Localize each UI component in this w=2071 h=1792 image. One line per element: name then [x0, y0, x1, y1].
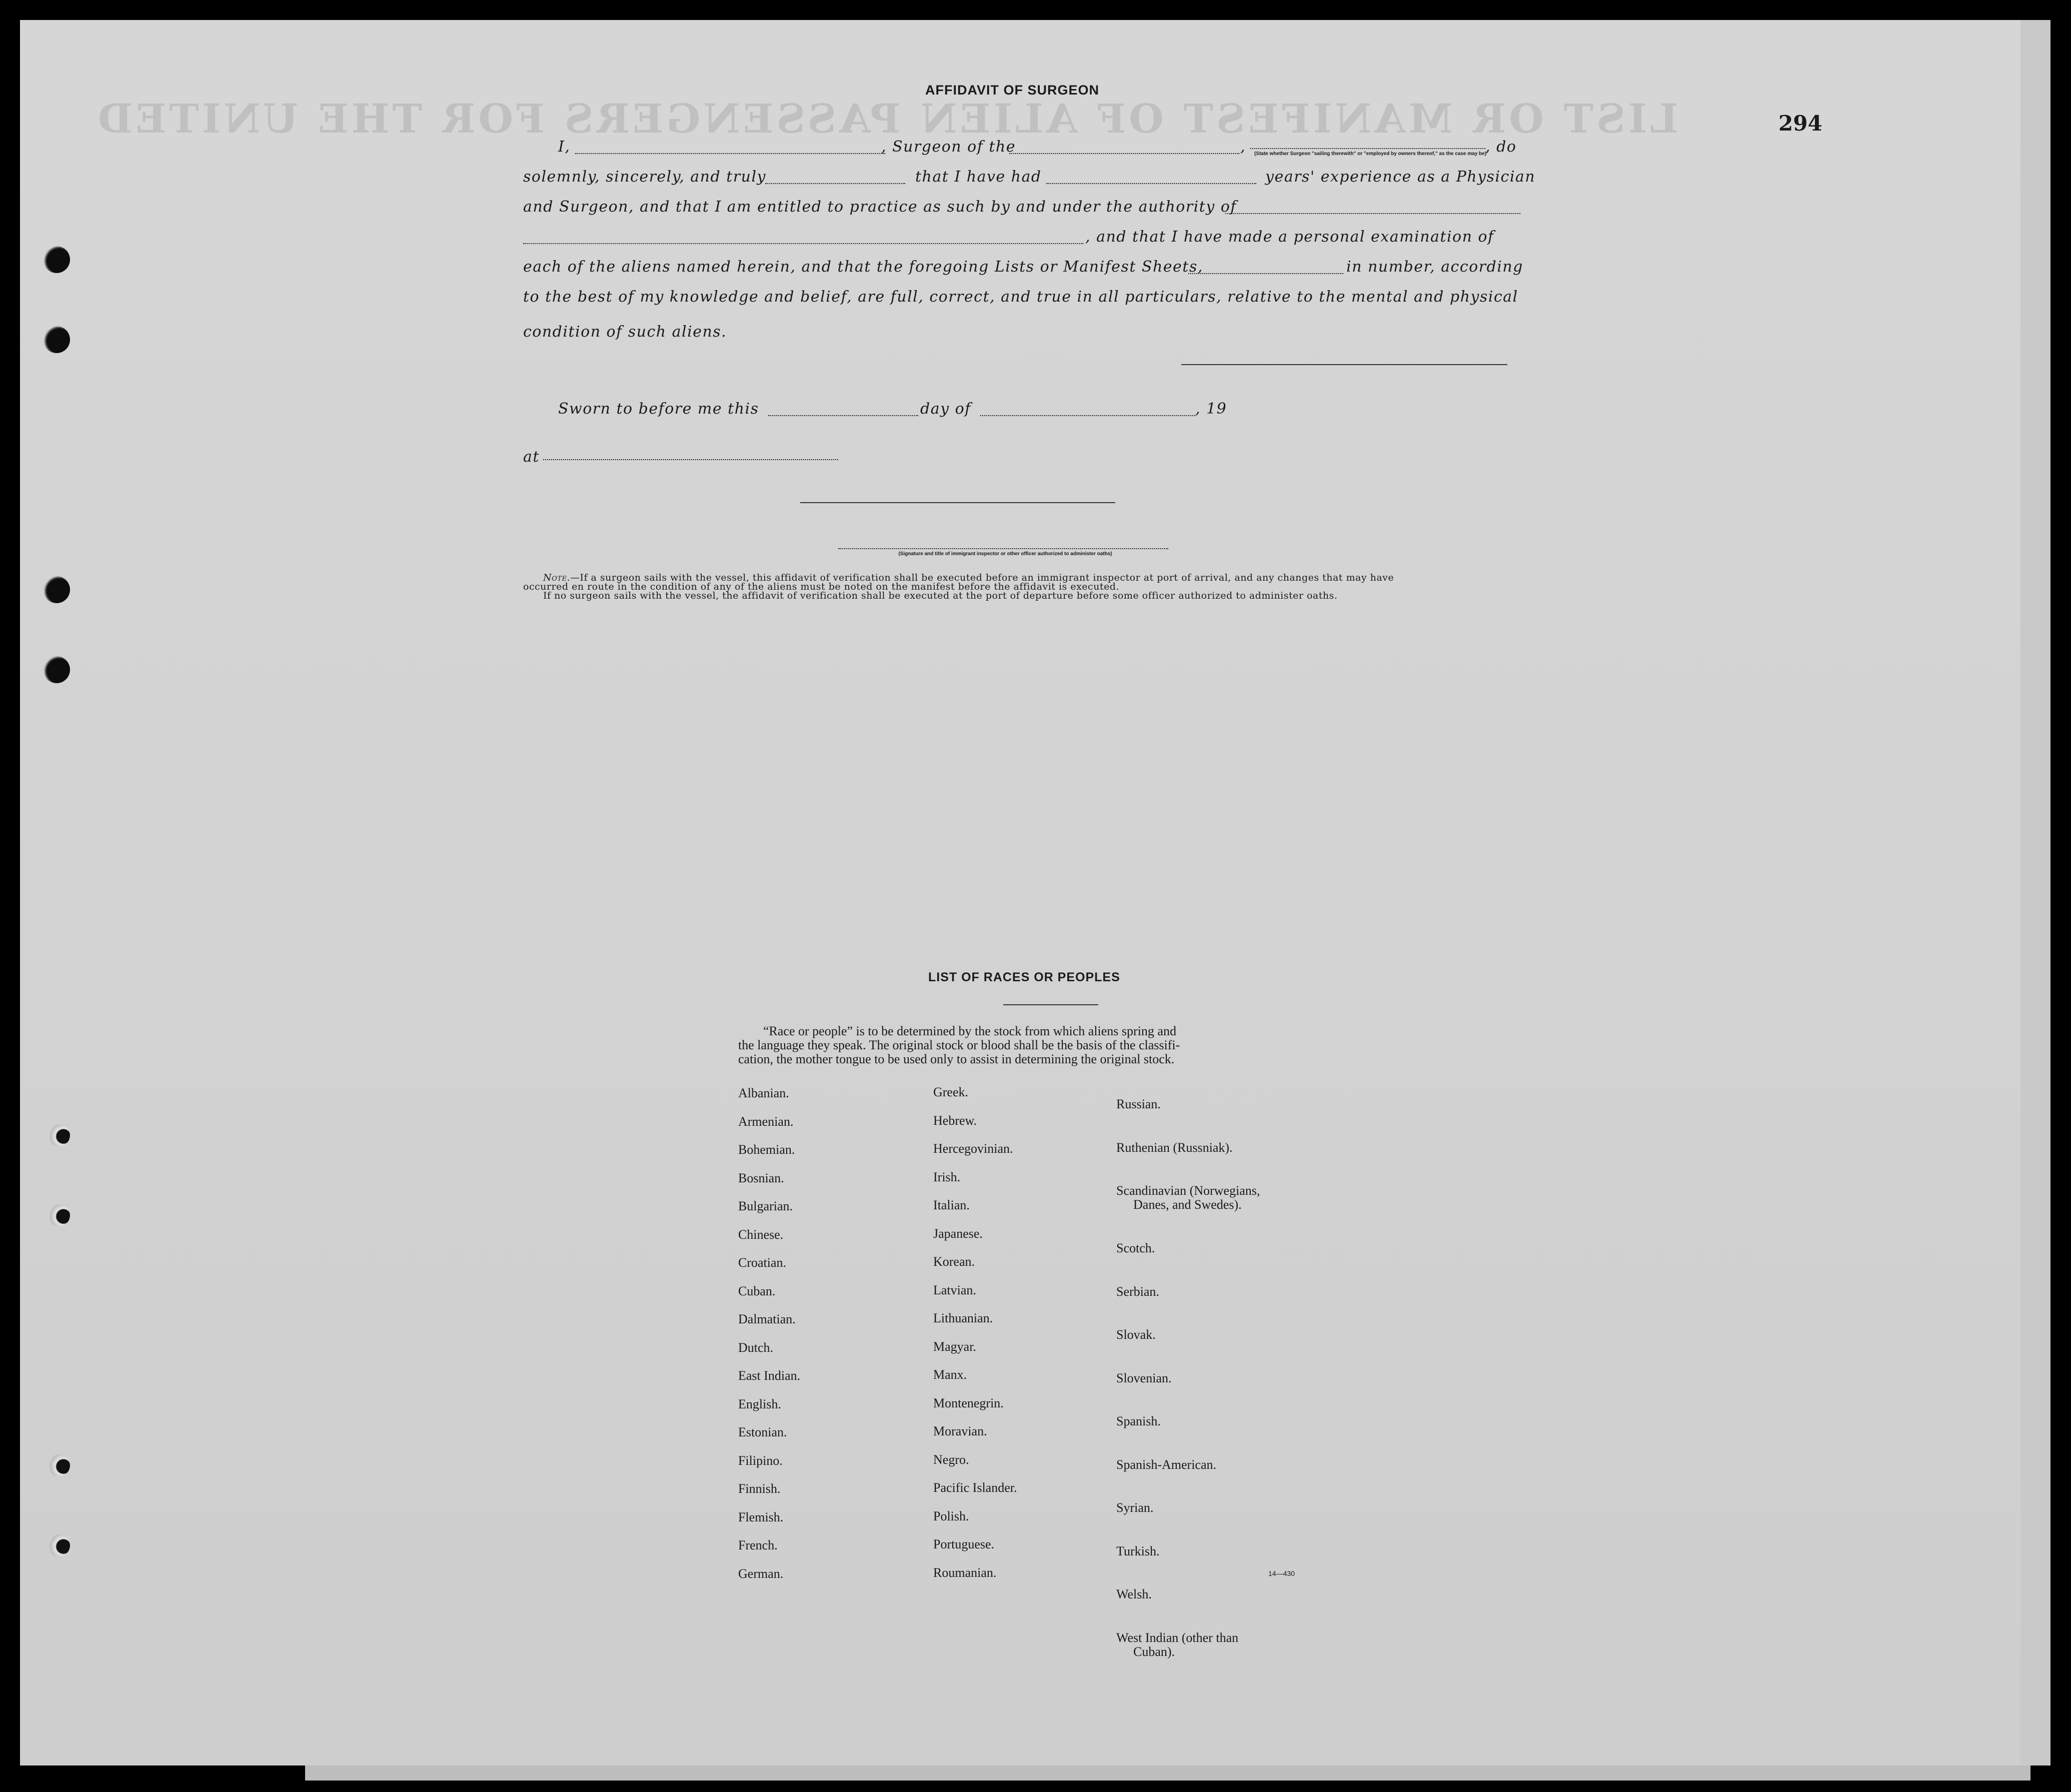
race-entry: German.: [738, 1566, 784, 1581]
race-entry: Finnish.: [738, 1481, 781, 1496]
race-entry: Roumanian.: [933, 1565, 997, 1580]
blank-sworn-day[interactable]: [768, 415, 918, 416]
races-column-2: [933, 1085, 1017, 1594]
race-entry: Bulgarian.: [738, 1199, 793, 1213]
affidavit-title: AFFIDAVIT OF SURGEON: [925, 83, 1099, 98]
race-entry: Welsh.: [1116, 1587, 1152, 1601]
race-entry: Filipino.: [738, 1453, 783, 1468]
races-intro-line-3: cation, the mother tongue to be used only to assist in determining the original stock.: [738, 1052, 1175, 1066]
punch-hole: [48, 1124, 70, 1146]
race-entry: Estonian.: [738, 1425, 787, 1439]
race-entry: Russian.: [1116, 1097, 1161, 1111]
sworn-at-label: at: [523, 448, 540, 466]
punch-hole: [43, 326, 70, 353]
race-entry-line: Scandinavian (Norwegians,: [1116, 1183, 1260, 1198]
inspector-signature-line[interactable]: [800, 502, 1115, 503]
affidavit-line-1-i: I,: [558, 138, 571, 156]
race-entry: Scotch.: [1116, 1241, 1155, 1255]
note-line-2: occurred en route in the condition of any of the aliens must be noted on the manifest before the affidavit is executed.: [523, 581, 1120, 592]
punch-hole: [43, 576, 70, 603]
race-entry: Hercegovinian.: [933, 1141, 1013, 1156]
race-entry: Cuban.: [738, 1283, 776, 1298]
race-entry: Spanish-American.: [1116, 1457, 1217, 1472]
note-line-3: If no surgeon sails with the vessel, the affidavit of verification shall be executed at the port of departure before some officer authorized to administer oaths.: [543, 590, 1338, 601]
punch-hole: [48, 1534, 70, 1556]
blank-surgeon-name[interactable]: [575, 153, 885, 154]
surgeon-status-note: (State whether Surgeon "sailing therewith" or "employed by owners thereof," as the case may be): [1254, 151, 1487, 157]
inspector-title-line[interactable]: [838, 548, 1168, 549]
affidavit-line-5b: in number, according: [1346, 258, 1523, 276]
race-entry: Greek.: [933, 1085, 969, 1099]
note-line-1: —If a surgeon sails with the vessel, this affidavit of verification shall be executed before an immigrant inspector at port of arrival, and any changes that may have: [570, 572, 1394, 583]
affidavit-note: [523, 573, 1543, 600]
race-entry: Moravian.: [933, 1424, 987, 1438]
race-entry: Lithuanian.: [933, 1311, 993, 1325]
punch-hole: [43, 656, 70, 683]
races-column-3: [1116, 1082, 1260, 1688]
race-entry: Ruthenian (Russniak).: [1116, 1140, 1233, 1155]
blank-years-experience[interactable]: [1046, 183, 1256, 184]
race-entry-line: Danes, and Swedes).: [1133, 1197, 1242, 1212]
affidavit-line-5a: each of the aliens named herein, and that the foregoing Lists or Manifest Sheets,: [523, 258, 1203, 276]
race-entry: Bosnian.: [738, 1170, 784, 1185]
blank-vessel-name[interactable]: [1009, 153, 1239, 154]
affidavit-line-6: to the best of my knowledge and belief, are full, correct, and true in all particulars, relative to the mental and physical: [523, 288, 1518, 306]
manifest-page: [20, 20, 2020, 1765]
affidavit-line-1-comma: ,: [1240, 138, 1246, 156]
affidavit-line-3: and Surgeon, and that I am entitled to practice as such by and under the authority of: [523, 198, 1237, 216]
race-entry: Italian.: [933, 1198, 970, 1212]
race-entry-line: West Indian (other than: [1116, 1630, 1239, 1645]
race-entry: Albanian.: [738, 1086, 789, 1100]
page-edge-fold: [2020, 20, 2050, 1765]
race-entry: Hebrew.: [933, 1113, 977, 1128]
blank-authority[interactable]: [1225, 213, 1520, 214]
page-number: 294: [1778, 111, 1822, 136]
race-entry: Serbian.: [1116, 1284, 1159, 1299]
races-intro-line-2: the language they speak. The original stock or blood shall be the basis of the classifi-: [738, 1038, 1180, 1052]
punch-hole: [48, 1454, 70, 1476]
race-entry: Bohemian.: [738, 1142, 795, 1157]
affidavit-line-4: , and that I have made a personal examination of: [1085, 228, 1494, 246]
punch-hole: [43, 246, 70, 273]
race-entry: Latvian.: [933, 1282, 976, 1297]
surgeon-signature-line[interactable]: [1181, 364, 1507, 365]
affidavit-line-2a: solemnly, sincerely, and truly: [523, 168, 767, 186]
punch-hole: [48, 1204, 70, 1226]
signature-caption: (Signature and title of immigrant inspector or other officer authorized to administer oaths): [898, 551, 1112, 557]
affidavit-line-1-do: , do: [1485, 138, 1517, 156]
blank-affirmation[interactable]: [765, 183, 905, 184]
race-entry: East Indian.: [738, 1368, 801, 1383]
race-entry: Croatian.: [738, 1255, 787, 1270]
sworn-text-c: , 19: [1195, 400, 1227, 418]
race-entry: English.: [738, 1396, 781, 1411]
affidavit-line-1-surgeon: , Surgeon of the: [881, 138, 1016, 156]
races-column-1: [738, 1086, 800, 1595]
bleed-through-heading: LIST OR MANIFEST OF ALIEN PASSENGERS FOR THE UNITED: [95, 95, 1678, 142]
race-entry: Irish.: [933, 1169, 961, 1184]
blank-sworn-month[interactable]: [980, 415, 1195, 416]
affidavit-line-7: condition of such aliens.: [523, 323, 727, 341]
race-entry: Polish.: [933, 1508, 969, 1523]
sworn-text-a: Sworn to before me this: [558, 400, 759, 418]
race-entry: Slovenian.: [1116, 1370, 1172, 1385]
blank-sworn-place[interactable]: [543, 459, 838, 460]
race-entry: Japanese.: [933, 1226, 983, 1241]
race-entry: Negro.: [933, 1452, 969, 1467]
race-entry: Montenegrin.: [933, 1395, 1004, 1410]
race-entry: [1116, 1184, 1260, 1226]
race-entry: Armenian.: [738, 1114, 794, 1129]
races-intro: [738, 1024, 1338, 1066]
races-title: LIST OF RACES OR PEOPLES: [928, 970, 1120, 984]
affidavit-line-2b: that I have had: [915, 168, 1042, 186]
race-entry: Dutch.: [738, 1340, 774, 1355]
race-entry: Slovak.: [1116, 1327, 1156, 1342]
blank-surgeon-status[interactable]: [1250, 148, 1485, 149]
race-entry: Syrian.: [1116, 1500, 1154, 1515]
note-label: Note.: [543, 572, 570, 583]
race-entry: French.: [738, 1538, 778, 1552]
affidavit-line-2c: years' experience as a Physician: [1265, 168, 1536, 186]
race-entry: Spanish.: [1116, 1414, 1161, 1428]
race-entry: Chinese.: [738, 1227, 784, 1242]
race-entry: Pacific Islander.: [933, 1480, 1017, 1495]
race-entry: Magyar.: [933, 1339, 976, 1354]
race-entry: Flemish.: [738, 1509, 784, 1524]
form-number: 14—430: [1268, 1569, 1295, 1577]
race-entry: [1116, 1631, 1260, 1673]
race-entry: Manx.: [933, 1367, 967, 1382]
page-bottom-edge: [305, 1765, 2030, 1780]
race-entry: Portuguese.: [933, 1537, 995, 1551]
race-entry: Dalmatian.: [738, 1312, 796, 1326]
sworn-text-b: day of: [920, 400, 971, 418]
races-title-rule: [1003, 1004, 1098, 1005]
blank-sheet-count[interactable]: [1188, 273, 1343, 274]
races-intro-line-1: “Race or people” is to be determined by the stock from which aliens spring and: [763, 1024, 1176, 1038]
blank-authority-continued[interactable]: [523, 243, 1083, 244]
race-entry-line: Cuban).: [1133, 1644, 1175, 1659]
race-entry: Korean.: [933, 1254, 975, 1269]
race-entry: Turkish.: [1116, 1543, 1160, 1558]
